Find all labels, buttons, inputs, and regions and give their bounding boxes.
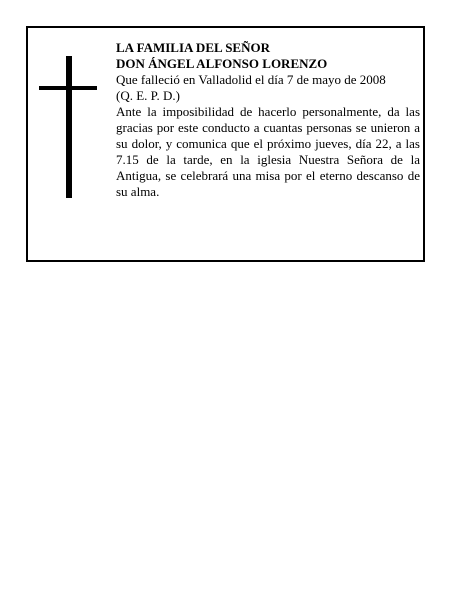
notice-body: Ante la imposibilidad de hacerlo personalmente, da las gracias por este conducto a cuantas personas se unieron a su dolor, y comunica que el próximo jueves, día 22, a las 7.15 de la tarde, en la iglesia Nuestra Señora de la Antigua, se celebrará una misa por el eterno descanso de su alma. — [116, 104, 420, 199]
obituary-notice — [26, 26, 425, 262]
notice-text — [116, 40, 420, 200]
death-date-line: Que falleció en Valladolid el día 7 de mayo de 2008 — [116, 72, 386, 87]
heading-family: LA FAMILIA DEL SEÑOR — [116, 40, 270, 55]
cross-horizontal-bar — [39, 86, 97, 90]
cross-vertical-bar — [66, 56, 72, 198]
rip-line: (Q. E. P. D.) — [116, 88, 180, 103]
heading-deceased-name: DON ÁNGEL ALFONSO LORENZO — [116, 56, 328, 71]
